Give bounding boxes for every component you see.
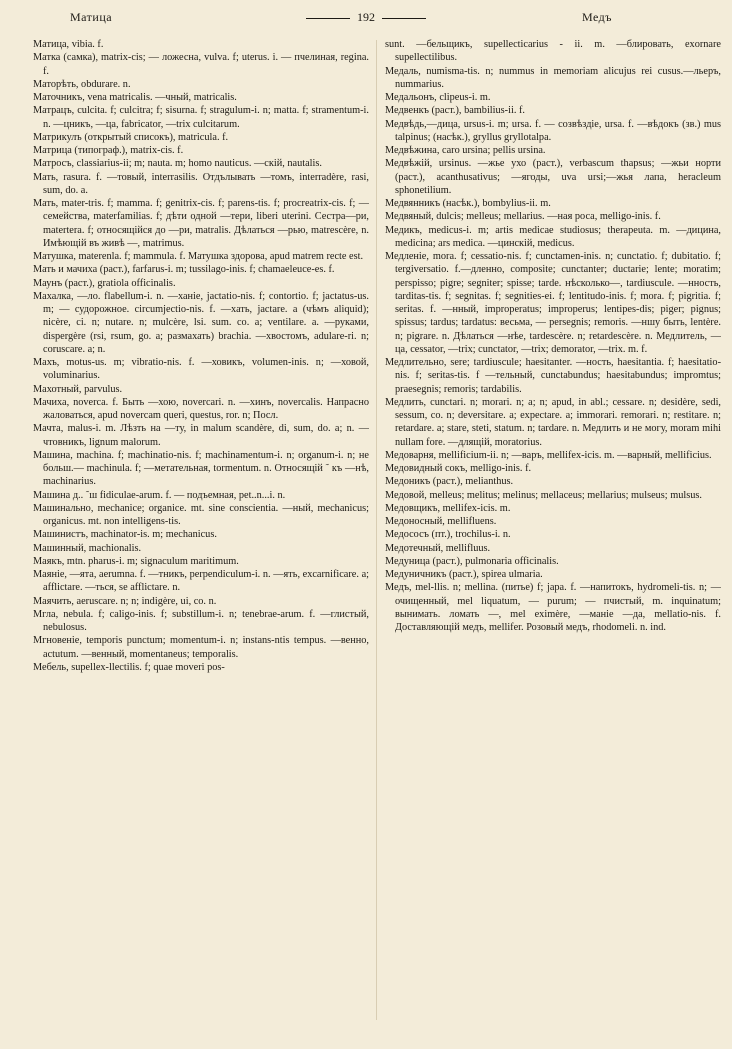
dictionary-entry: Матросъ, classiarius-ii; m; nauta. m; homo nauticus. —скій, nautalis.	[33, 158, 322, 170]
dictionary-entry: Машинный, machionalis.	[33, 542, 142, 554]
dictionary-entry: Медоникъ (раст.), melianthus.	[385, 476, 514, 488]
dictionary-entry: Маякъ, mtn. pharus-i. m; signaculum maritimum.	[33, 555, 239, 567]
dictionary-entry: Медовщикъ, mellifex-icis. m.	[385, 502, 511, 514]
dictionary-entry: Медвяный, dulcis; melleus; mellarius. —ная роса, melligo-inis. f.	[385, 211, 661, 223]
dictionary-entry: Матка (самка), matrix-cis; — ложесна, vulva. f; uterus. i. — пчелиная, regina. f.	[33, 52, 369, 77]
dictionary-entry: Медовидный сокъ, melligo-inis. f.	[385, 463, 532, 474]
dictionary-entry: Медуничникъ (раст.), spirea ulmaria.	[385, 569, 543, 580]
right-column	[385, 38, 721, 1040]
dictionary-entry: Медлительно, sere; tardiuscule; haesitanter. —ность, haesitantia. f; haesitatio-nis. f; seritas-tis. f —тельный, cunctabundus; haesitabundus; impromtus; praesegnis; remoris; tardabilis.	[385, 357, 721, 395]
dictionary-entry: Медвѣжій, ursinus. —жье ухо (раст.), verbascum thapsus; —жьи норти (раст.), acanthusativus; —ягоды, uva ursi;—жья лапа, heracleum sphonetilium.	[385, 158, 721, 196]
dictionary-entry: Медлить, cunctari. n; morari. n; a; n; apud, in abl.; cessare. n; desidère, sedi, sessum, co. n; deversitare. a; expectare. a; immorari. remorari. n; restitare. n; retardare. a; stare, steti, statum. n; tardare. n. Медлить и не могу, moram mihi nullam fore. —длящій, moratorius.	[385, 396, 721, 448]
dictionary-entry: Мачиха, noverca. f. Быть —хою, novercari. n. —хинъ, novercalis. Напрасно жаловаться, apud novercam queri, questus, ror. n; Посл.	[33, 396, 369, 421]
dictionary-entry: Медвенкъ (раст.), bambilius-ii. f.	[385, 105, 525, 117]
dictionary-entry: Медососъ (пт.), trochilus-i. n.	[385, 529, 511, 541]
column-gutter	[376, 40, 377, 1020]
dictionary-entry: Медотечный, mellifluus.	[385, 542, 491, 554]
left-running-head: Матица	[70, 10, 113, 24]
page-number: 192	[357, 10, 375, 24]
dictionary-entry: Машина, machina. f; machinatio-nis. f; machinamentum-i. n; organum-i. n; не больш.— machinula. f; —метательная, tormentum. n. Относящій ˜ къ —нѣ, machinarius.	[33, 449, 369, 488]
dictionary-entry: Медоварня, mellificium-ii. n; —варъ, mellifex-icis. m. —варный, mellificius.	[385, 449, 712, 461]
dictionary-entry: Маяніе, —ята, aerumna. f. —тникъ, perpendiculum-i. n. —ять, excarnificare. a; afflictare. —ться, se afflictare. n.	[33, 569, 369, 594]
dictionary-entry: Мгновеніе, temporis punctum; momentum-i. n; instans-ntis tempus. —венно, actutum. —венный, momentaneus; temporalis.	[33, 635, 369, 660]
dictionary-entry: Медальонъ, clipeus-i. m.	[385, 92, 491, 103]
page-header	[30, 10, 702, 32]
dictionary-entry: sunt. —бельщикъ, supellecticarius - ii. m. —блировать, exornare supellectilibus.	[385, 39, 721, 64]
dictionary-entry: Мать, mater-tris. f; mamma. f; genitrix-cis. f; parens-tis. f; procreatrix-cis. f; — семейства, materfamilias. f; дѣти одной —тери, liberi uterini. Сестра—ри, matertera. f; относящійся до —ри, matralis. Дѣлаться —рью, matrescère, n. Имѣющій въ живѣ —, matrimus.	[33, 198, 369, 249]
dictionary-entry: Маячить, aerusсare. n; n; indigère, ui, co. n.	[33, 595, 217, 607]
dictionary-entry: Матица, vibia. f.	[33, 39, 104, 50]
dictionary-entry: Матрикулъ (открытый списокъ), matricula. f.	[33, 131, 229, 143]
dictionary-entry: Мебель, supellex-llectilis. f; quae moveri pos-	[33, 661, 225, 673]
dictionary-entry: Медуница (раст.), pulmonaria officinalis.	[385, 555, 559, 567]
dictionary-entry: Мгла, nebula. f; caligo-inis. f; substillum-i. n; tenebrae-arum. f. —глистый, nebulosus.	[33, 608, 369, 633]
dictionary-entry: Махалка, —ло. flabellum-i. n. —ханіе, jactatio-nis. f; contortio. f; jactatus-us. m; — судорожное. circumjectio-nis. f. —хать, jactare. a (чѣмъ aliquid); nicère, ci. n; nutare. n; mulcère, lsi. sum. co. a; ventilare. a. —руками, dispergère (rsi, rsum, go. a; размахать) brachia. —хвостомъ, adulare-ri. n; coruscare. a; n.	[33, 290, 369, 355]
dictionary-entry: Медикъ, medicus-i. m; artis medicae studiosus; therapeuta. m. —дицина, medicina; ars medica. —цинскій, medicus.	[385, 224, 721, 249]
dictionary-entry: Медоносный, mellifluens.	[385, 516, 497, 527]
dictionary-entry: Медвѣдь,—дица, ursus-i. m; ursa. f. — созвѣздіе, ursa. f. —вѣдокъ (зв.) mus talpinus; (насѣк.), gryllus gryllotalpa.	[385, 118, 721, 143]
dictionary-entry: Махотный, parvulus.	[33, 383, 123, 395]
dictionary-entry: Машинистъ, machinator-is. m; mechanicus.	[33, 529, 217, 541]
rule-right	[382, 18, 426, 19]
dictionary-entry: Машинально, mechanice; organice. mt. sine conscientia. —ный, mechanicus; organicus. mt. non intelligens-tis.	[33, 502, 369, 527]
dictionary-entry: Маторѣть, obdurare. n.	[33, 78, 131, 90]
dictionary-entry: Медаль, numisma-tis. n; nummus in memoriam alicujus rei cusus.—льеръ, nummarius.	[385, 65, 721, 90]
dictionary-entry: Мачта, malus-i. m. Лѣзть на —ту, in malum scandère, di, sum, do. a; n. —чтовникъ, lignum malorum.	[33, 423, 369, 448]
dictionary-entry: Матушка, materenla. f; mammula. f. Матушка здорова, apud matrem recte est.	[33, 251, 364, 262]
left-column	[33, 38, 369, 1040]
dictionary-entry: Медвѣжина, caro ursina; pellis ursina.	[385, 145, 546, 156]
dictionary-entry: Матрацъ, culcita. f; culcitra; f; sisurna. f; stragulum-i. n; matta. f; stramentum-i. n. —цникъ, —ца, fabricator, —trix culcitarum.	[33, 105, 369, 130]
dictionary-entry: Медъ, mel-llis. n; mellina. (питье) f; japa. f. —напитокъ, hydromeli-tis. n; —очищенный, mel liquatum, — purum; — пчистый, m. inquinatum; вынимать. ломать —, mel eximère, —маніе —да, mellatio-nis. f. Доставляющій медъ, mellifer. Розовый медъ, rhodomeli. n. ind.	[385, 582, 721, 633]
dictionary-entry: Машина д.. ˜ш fidiculae-arum. f. — подъемная, pet..n...i. n.	[33, 489, 286, 501]
dictionary-entry: Махъ, motus-us. m; vibratio-nis. f. —ховикъ, volumen-inis. n; —ховой, voluminarius.	[33, 357, 369, 382]
dictionary-entry: Маунъ (раст.), gratiola officinalis.	[33, 277, 176, 289]
dictionary-entry: Медовой, melleus; melitus; melinus; mellaceus; mellarius; mulseus; mulsus.	[385, 489, 702, 501]
dictionary-entry: Медвянникъ (насѣк.), bombylius-ii. m.	[385, 198, 551, 209]
rule-left	[306, 18, 350, 19]
dictionary-entry: Маточникъ, vena matricalis. —чный, matricalis.	[33, 92, 237, 103]
right-running-head: Медъ	[582, 10, 612, 24]
dictionary-entry: Медленіе, mora. f; cessatio-nis. f; cunctamen-inis. n; cunctatio. f; dubitatio. f; tergiversatio. f.—дленно, composite; cunctanter; ductarie; lente; moratim; perspisso; pigre; segniter; spisse; tarde. нѣсколько—, tardiuscule. —нность, tarditas-tis. f; segnitas. f; segnities-ei. f; lentitudo-inis. f; mora. f; pigritia. f; seritas. f. —нный, improperatus; impropеrus; lentipes-dis; piger; pignus; spissus; tardus; tardatus: весьма, — persegnis; remoris. —ншу быть, lentère. n; pigrare. n. Дѣлаться —нѣе, tardescère. n; retardescère. n. Медлитель, —ца, cessator, —trix; cunctator, —trix; demorator, —trix. m. f.	[385, 251, 721, 355]
dictionary-entry: Мать и мачиха (раст.), farfarus-i. m; tussilago-inis. f; chamaeleuce-es. f.	[33, 264, 335, 276]
dictionary-entry: Мать, rasura. f. —товый, interrasilis. Отдълывать —томъ, interradère, rasi, sum, do. a.	[33, 171, 369, 196]
dictionary-entry: Матрица (типограф.), matrix-cis. f.	[33, 145, 184, 156]
